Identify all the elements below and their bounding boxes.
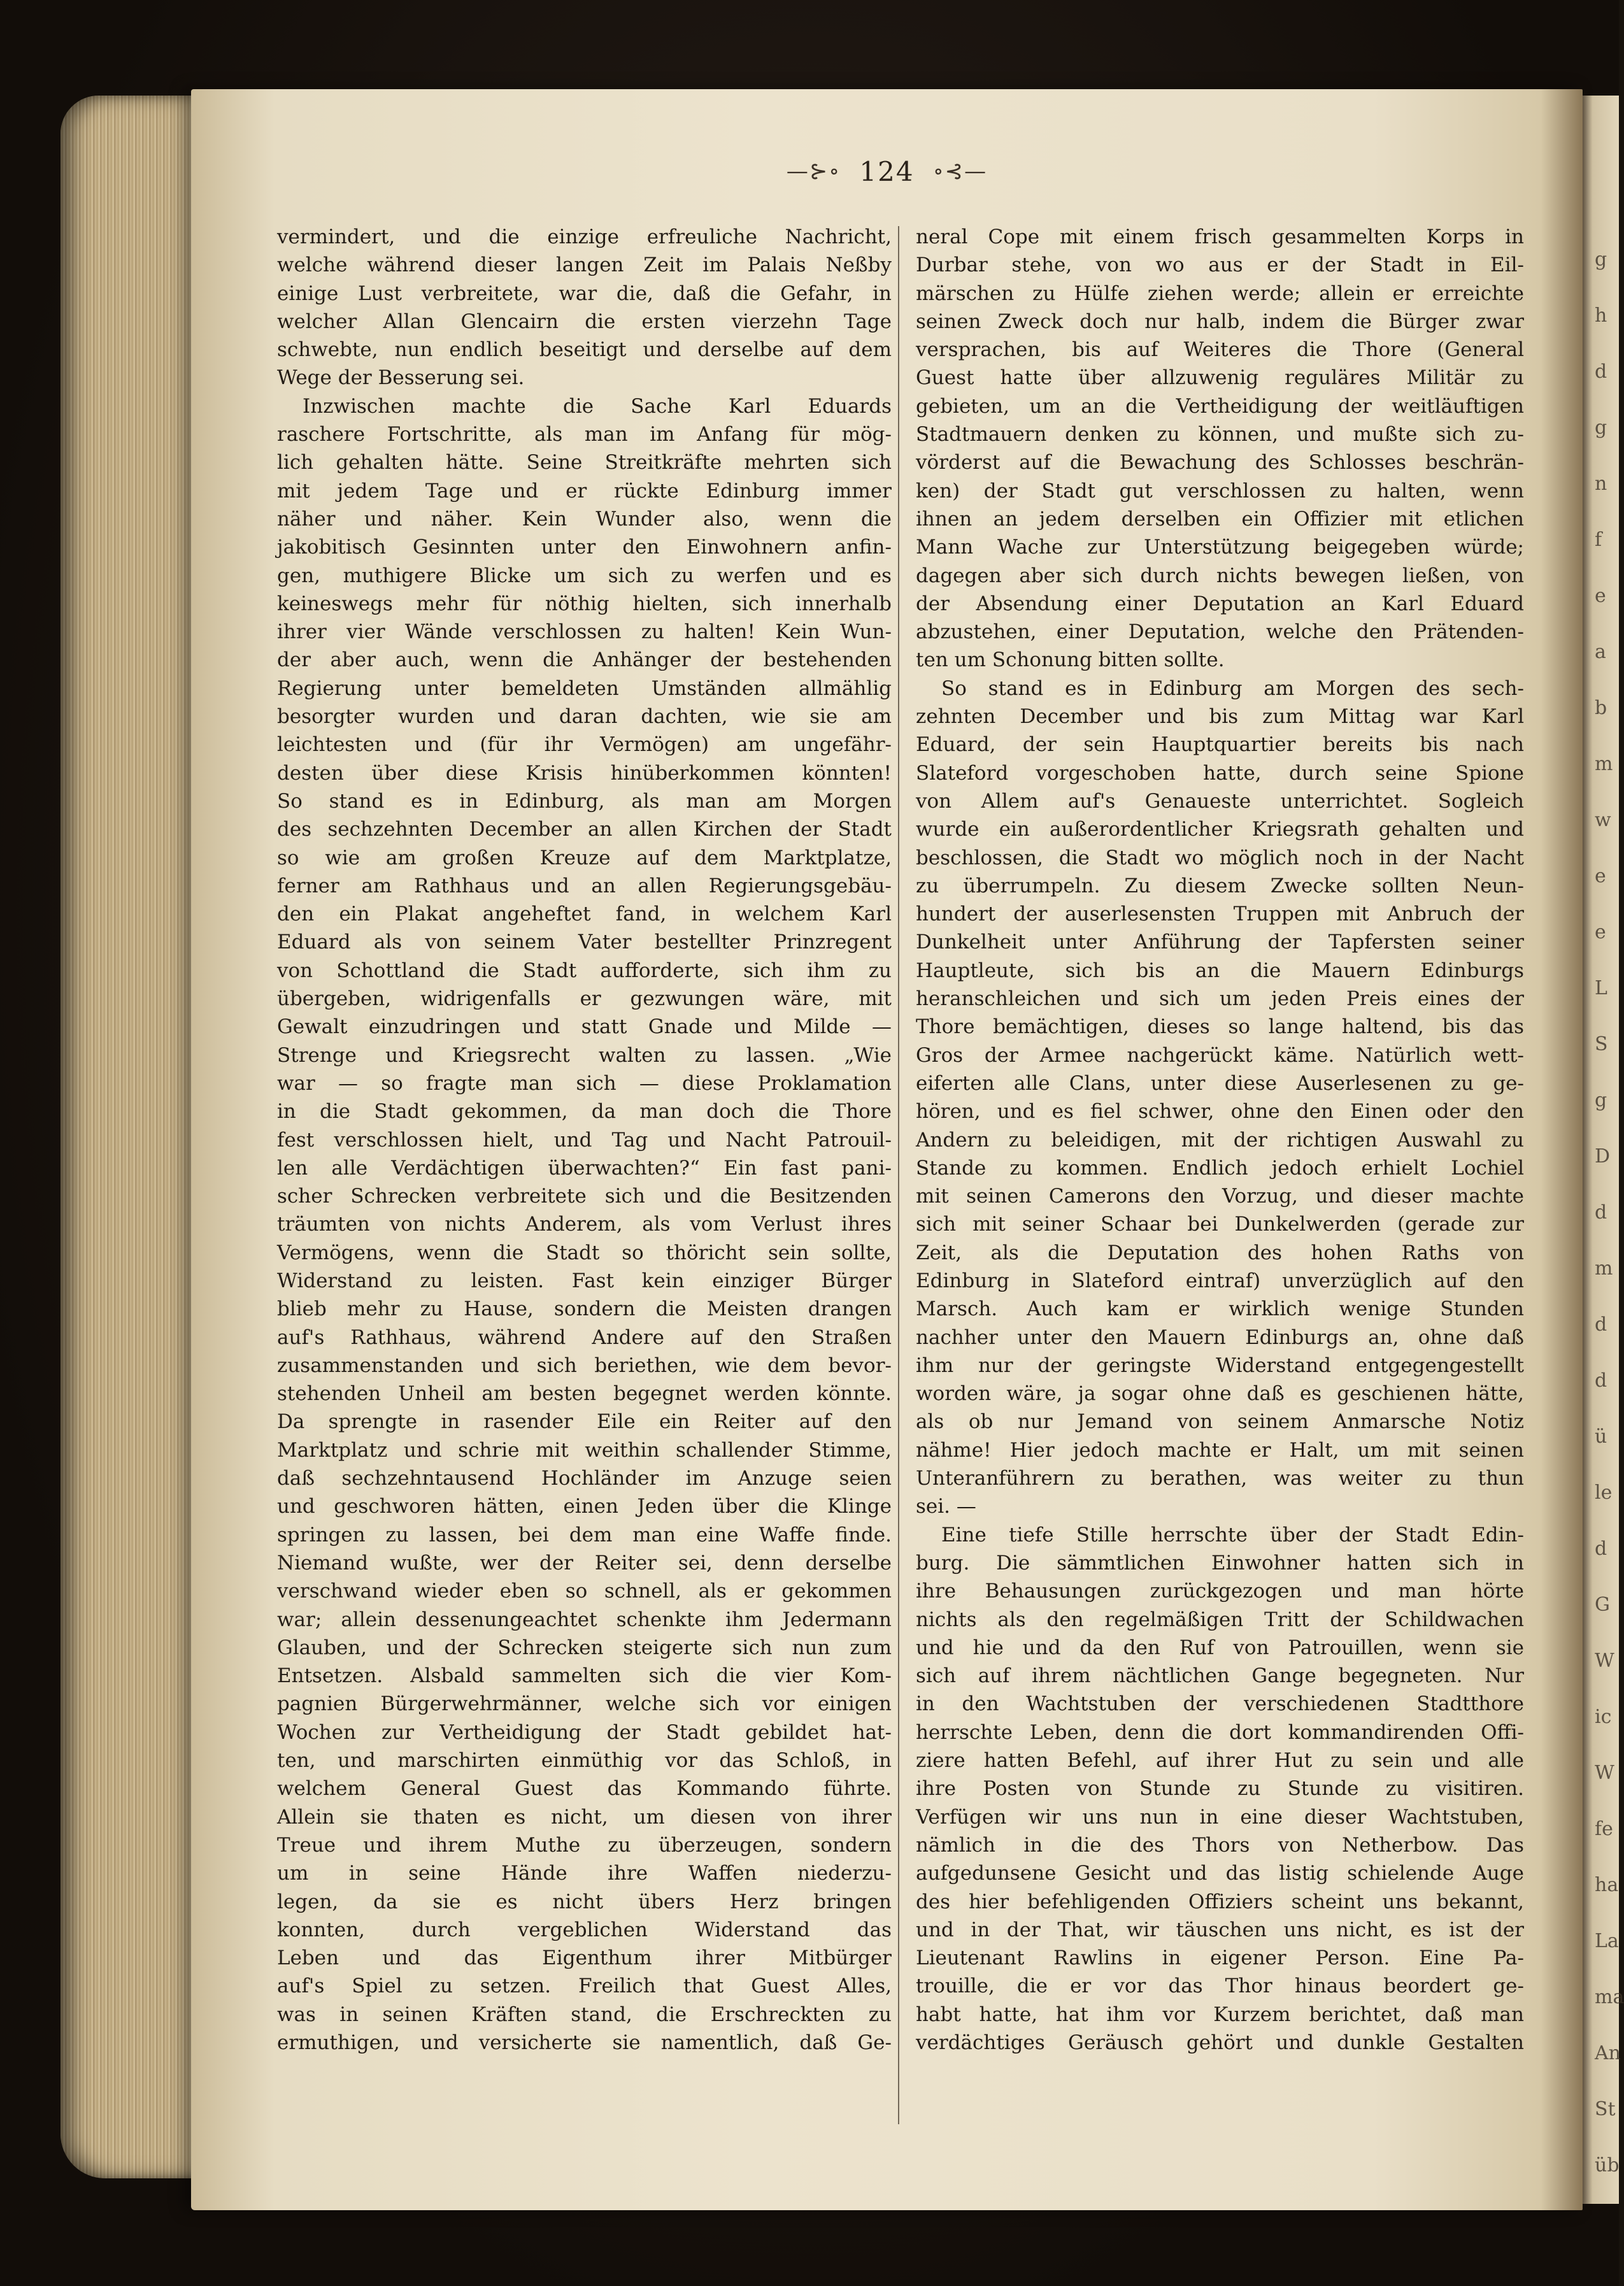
text-line: Slateford vorgeschoben hatte, durch seine Spione <box>916 761 1524 785</box>
text-line: beschlossen, die Stadt wo möglich noch in der Nacht <box>916 846 1524 869</box>
next-page-text-fragment: üb <box>1595 2154 1620 2176</box>
next-page-text-fragment: b <box>1595 697 1607 719</box>
text-line: des hier befehligenden Offiziers scheint uns bekannt, <box>916 1890 1524 1913</box>
text-line: in die Stadt gekommen, da man doch die Thore <box>277 1100 892 1124</box>
text-line: Vermögens, wenn die Stadt so thöricht sein sollte, <box>277 1241 892 1264</box>
text-line: Thore bemächtigen, dieses so lange haltend, bis das <box>916 1015 1524 1039</box>
text-line: Treue und ihrem Muthe zu überzeugen, sondern <box>277 1833 892 1857</box>
text-line: Gros der Armee nachgerückt käme. Natürlich wett- <box>916 1043 1524 1067</box>
text-line: Marsch. Auch kam er wirklich wenige Stunden <box>916 1297 1524 1321</box>
text-line: war; allein dessenungeachtet schenkte ihm Jedermann <box>277 1608 892 1631</box>
text-line: heranschleichen und sich um jeden Preis eines der <box>916 987 1524 1011</box>
text-line: ihre Behausungen zurückgezogen und man hörte <box>916 1580 1524 1603</box>
text-line: auf's Rathhaus, während Andere auf den Straßen <box>277 1325 892 1349</box>
text-line: Mann Wache zur Unterstützung beigegeben würde; <box>916 536 1524 559</box>
next-page-text-fragment: w <box>1595 809 1611 831</box>
text-line: So stand es in Edinburg am Morgen des sech- <box>941 676 1524 700</box>
text-line: Leben und das Eigenthum ihrer Mitbürger <box>277 1947 892 1970</box>
text-line: lich gehalten hätte. Seine Streitkräfte mehrten sich <box>277 451 892 475</box>
next-page-text-fragment: e <box>1595 585 1606 607</box>
text-line: Regierung unter bemeldeten Umständen allmählig <box>277 676 892 700</box>
text-line: so wie am großen Kreuze auf dem Marktplatze, <box>277 846 892 869</box>
text-line: seinen Zweck doch nur halb, indem die Bürger zwar <box>916 310 1524 333</box>
text-line: So stand es in Edinburg, als man am Morgen <box>277 789 892 813</box>
text-line: Da sprengte in rasender Eile ein Reiter auf den <box>277 1410 892 1434</box>
text-line: welcher Allan Glencairn die ersten vierzehn Tage <box>277 310 892 333</box>
text-line: und in der That, wir täuschen uns nicht, es ist der <box>916 1918 1524 1941</box>
text-line: besorgter wurden und daran dachten, wie sie am <box>277 705 892 729</box>
text-line: Strenge und Kriegsrecht walten zu lassen. „Wie <box>277 1043 892 1067</box>
text-line: hören, und es fiel schwer, ohne den Einen oder den <box>916 1100 1524 1124</box>
text-line: was in seinen Kräften stand, die Erschreckten zu <box>277 2003 892 2026</box>
text-line: leichtesten und (für ihr Vermögen) am ungefähr- <box>277 733 892 757</box>
text-line: und geschworen hätten, einen Jeden über die Klinge <box>277 1495 892 1518</box>
text-line: sich mit seiner Schaar bei Dunkelwerden (gerade zur <box>916 1213 1524 1236</box>
text-line: von Allem auf's Genaueste unterrichtet. Sogleich <box>916 789 1524 813</box>
next-page-text-fragment: d <box>1595 1201 1607 1224</box>
text-line: verschwand wieder eben so schnell, als er gekommen <box>277 1580 892 1603</box>
text-line: abzustehen, einer Deputation, welche den Prätenden- <box>916 620 1524 644</box>
column-divider <box>898 226 899 2124</box>
text-line: zehnten December und bis zum Mittag war Karl <box>916 705 1524 729</box>
text-line: des sechzehnten December an allen Kirchen der Stadt <box>277 818 892 841</box>
text-line: pagnien Bürgerwehrmänner, welche sich vor einigen <box>277 1692 892 1716</box>
text-line: vörderst auf die Bewachung des Schlosses beschrän- <box>916 451 1524 475</box>
text-line: Wege der Besserung sei. <box>277 366 525 390</box>
text-line: legen, da sie es nicht übers Herz bringen <box>277 1890 892 1913</box>
text-column-right <box>916 223 1524 2057</box>
next-page-text-fragment: h <box>1595 304 1607 327</box>
next-page-text-fragment: ü <box>1595 1425 1607 1448</box>
text-line: Lieutenant Rawlins in eigener Person. Eine Pa- <box>916 1947 1524 1970</box>
text-line: Guest hatte über allzuwenig reguläres Militär zu <box>916 366 1524 390</box>
text-line: desten über diese Krisis hinüberkommen könnten! <box>277 761 892 785</box>
text-line: Eduard, der sein Hauptquartier bereits bis nach <box>916 733 1524 757</box>
text-line: nichts als den regelmäßigen Tritt der Schildwachen <box>916 1608 1524 1631</box>
text-line: schwebte, nun endlich beseitigt und derselbe auf dem <box>277 338 892 362</box>
text-line: verdächtiges Geräusch gehört und dunkle Gestalten <box>916 2031 1524 2054</box>
text-line: einige Lust verbreitete, war die, daß die Gefahr, in <box>277 282 892 305</box>
ornament-left-icon: —⊱∘ <box>786 159 841 184</box>
text-line: als ob nur Jemand von seinem Anmarsche Notiz <box>916 1410 1524 1434</box>
text-line: Edinburg in Slateford eintraf) unverzüglich auf den <box>916 1269 1524 1292</box>
text-line: hundert der auserlesensten Truppen mit Anbruch der <box>916 903 1524 926</box>
text-line: welchem General Guest das Kommando führte. <box>277 1777 892 1801</box>
next-page-text-fragment: n <box>1595 473 1607 495</box>
text-line: und hie und da den Ruf von Patrouillen, wenn sie <box>916 1636 1524 1659</box>
text-line: näher und näher. Kein Wunder also, wenn die <box>277 507 892 531</box>
text-line: Widerstand zu leisten. Fast kein einziger Bürger <box>277 1269 892 1292</box>
text-line: sei. — <box>916 1495 976 1518</box>
text-line: worden wäre, ja sogar ohne daß es geschienen hätte, <box>916 1382 1524 1406</box>
text-line: trouille, die er vor das Thor hinaus beordert ge- <box>916 1975 1524 1998</box>
next-page-text-fragment: ha <box>1595 1874 1619 1896</box>
text-line: in den Wachtstuben der verschiedenen Stadtthore <box>916 1692 1524 1716</box>
next-page-text-fragment: m <box>1595 1257 1613 1280</box>
text-line: ihm nur der geringste Widerstand entgegengestellt <box>916 1354 1524 1377</box>
text-line: war — so fragte man sich — diese Proklamation <box>277 1071 892 1095</box>
next-page-text-fragment: d <box>1595 1313 1607 1336</box>
next-page-text-fragment: L <box>1595 977 1607 999</box>
text-line: Gewalt einzudringen und statt Gnade und Milde — <box>277 1015 892 1039</box>
text-line: scher Schrecken verbreitete sich und die Besitzenden <box>277 1185 892 1208</box>
text-line: träumten von nichts Anderem, als vom Verlust ihres <box>277 1213 892 1236</box>
next-page-edge <box>1578 96 1624 2204</box>
next-page-text-fragment: W <box>1595 1650 1614 1672</box>
next-page-text-fragment: ma <box>1595 1986 1624 2008</box>
text-line: konnten, durch vergeblichen Widerstand das <box>277 1918 892 1941</box>
book-page-edges <box>61 96 207 2178</box>
text-line: ken) der Stadt gut verschlossen zu halten, wenn <box>916 479 1524 503</box>
text-line: gebieten, um an die Vertheidigung der weitläuftigen <box>916 394 1524 418</box>
text-line: Unteranführern zu berathen, was weiter zu thun <box>916 1467 1524 1490</box>
text-line: jakobitisch Gesinnten unter den Einwohnern anfin- <box>277 536 892 559</box>
text-line: Allein sie thaten es nicht, um diesen von ihrer <box>277 1805 892 1829</box>
next-page-text-fragment: g <box>1595 1089 1607 1111</box>
text-line: nämlich in die des Thors von Netherbow. Das <box>916 1833 1524 1857</box>
text-line: wurde ein außerordentlicher Kriegsrath gehalten und <box>916 818 1524 841</box>
text-line: Stadtmauern denken zu können, und mußte sich zu- <box>916 423 1524 446</box>
text-line: Niemand wußte, wer der Reiter sei, denn derselbe <box>277 1551 892 1575</box>
text-line: zu überrumpeln. Zu diesem Zwecke sollten Neun- <box>916 874 1524 897</box>
next-page-text-fragment: d <box>1595 1369 1607 1392</box>
next-page-text-fragment: g <box>1595 417 1607 439</box>
text-line: sich auf ihrem nächtlichen Gange begegneten. Nur <box>916 1664 1524 1688</box>
next-page-text-fragment: G <box>1595 1594 1610 1616</box>
text-line: ermuthigen, und versicherte sie namentlich, daß Ge- <box>277 2031 892 2054</box>
text-line: Glauben, und der Schrecken steigerte sich nun zum <box>277 1636 892 1659</box>
text-line: Dunkelheit unter Anführung der Tapfersten seiner <box>916 931 1524 954</box>
book-page <box>191 89 1583 2210</box>
text-line: ten, und marschirten einmüthig vor das Schloß, in <box>277 1749 892 1773</box>
text-line: ihre Posten von Stunde zu Stunde zu visitiren. <box>916 1777 1524 1801</box>
text-line: Entsetzen. Alsbald sammelten sich die vier Kom- <box>277 1664 892 1688</box>
next-page-text-fragment: m <box>1595 753 1613 775</box>
next-page-text-fragment: St <box>1595 2098 1616 2120</box>
ornament-right-icon: ∘⊰— <box>932 159 988 184</box>
text-line: ten um Schonung bitten sollte. <box>916 648 1225 672</box>
text-line: übergeben, widrigenfalls er gezwungen wäre, mit <box>277 987 892 1011</box>
next-page-text-fragment: S <box>1595 1033 1608 1055</box>
text-line: burg. Die sämmtlichen Einwohner hatten sich in <box>916 1551 1524 1575</box>
next-page-text-fragment: e <box>1595 921 1606 943</box>
text-line: den ein Plakat angeheftet fand, in welchem Karl <box>277 903 892 926</box>
text-line: Andern zu beleidigen, mit der richtigen Auswahl zu <box>916 1128 1524 1152</box>
text-line: auf's Spiel zu setzen. Freilich that Guest Alles, <box>277 1975 892 1998</box>
text-line: dagegen aber sich durch nichts bewegen ließen, von <box>916 564 1524 587</box>
page-number-header <box>191 156 1583 187</box>
text-line: raschere Fortschritte, als man im Anfang für mög- <box>277 423 892 446</box>
text-line: welche während dieser langen Zeit im Palais Neßby <box>277 254 892 277</box>
text-line: eiferten alle Clans, unter diese Auserlesenen zu ge- <box>916 1071 1524 1095</box>
text-line: Eine tiefe Stille herrschte über der Stadt Edin- <box>941 1523 1524 1547</box>
text-line: mit seinen Camerons den Vorzug, und dieser machte <box>916 1185 1524 1208</box>
text-line: der aber auch, wenn die Anhänger der bestehenden <box>277 648 892 672</box>
text-line: zusammenstanden und sich beriethen, wie dem bevor- <box>277 1354 892 1377</box>
text-line: len alle Verdächtigen überwachten?“ Ein fast pani- <box>277 1156 892 1180</box>
text-line: ihnen an jedem derselben ein Offizier mit etlichen <box>916 507 1524 531</box>
next-page-text-fragment: d <box>1595 1538 1607 1560</box>
next-page-text-fragment: An <box>1595 2042 1621 2064</box>
text-line: Verfügen wir uns nun in eine dieser Wachtstuben, <box>916 1805 1524 1829</box>
page-number: 124 <box>859 156 915 187</box>
text-line: märschen zu Hülfe ziehen werde; allein er erreichte <box>916 282 1524 305</box>
text-line: mit jedem Tage und er rückte Edinburg immer <box>277 479 892 503</box>
text-column-left <box>277 223 892 2057</box>
text-line: Wochen zur Vertheidigung der Stadt gebildet hat- <box>277 1720 892 1744</box>
text-line: Marktplatz und schrie mit weithin schallender Stimme, <box>277 1438 892 1462</box>
text-line: fest verschlossen hielt, und Tag und Nacht Patrouil- <box>277 1128 892 1152</box>
text-line: Stande zu kommen. Endlich jedoch erhielt Lochiel <box>916 1156 1524 1180</box>
next-page-text-fragment: d <box>1595 361 1607 383</box>
next-page-text-fragment: W <box>1595 1762 1614 1784</box>
next-page-text-fragment: e <box>1595 865 1606 887</box>
next-page-text-fragment: fe <box>1595 1818 1613 1840</box>
text-line: der Absendung einer Deputation an Karl Eduard <box>916 592 1524 615</box>
text-line: vermindert, und die einzige erfreuliche Nachricht, <box>277 225 892 248</box>
text-line: versprachen, bis auf Weiteres die Thore (General <box>916 338 1524 362</box>
text-line: keineswegs mehr für nöthig hielten, sich innerhalb <box>277 592 892 615</box>
text-line: aufgedunsene Gesicht und das listig schielende Auge <box>916 1862 1524 1885</box>
text-line: nähme! Hier jedoch machte er Halt, um mit seinen <box>916 1438 1524 1462</box>
text-line: Hauptleute, sich bis an die Mauern Edinburgs <box>916 959 1524 982</box>
text-line: ihrer vier Wände verschlossen zu halten! Kein Wun- <box>277 620 892 644</box>
text-line: springen zu lassen, bei dem man eine Waffe finde. <box>277 1523 892 1547</box>
next-page-text-fragment: a <box>1595 641 1606 663</box>
next-page-text-fragment: g <box>1595 248 1607 271</box>
text-line: Zeit, als die Deputation des hohen Raths von <box>916 1241 1524 1264</box>
text-line: Eduard als von seinem Vater bestellter Prinzregent <box>277 931 892 954</box>
next-page-text-fragment: La <box>1595 1930 1619 1952</box>
next-page-text-fragment: f <box>1595 529 1602 551</box>
text-line: Durbar stehe, von wo aus er der Stadt in Eil- <box>916 254 1524 277</box>
text-line: Inzwischen machte die Sache Karl Eduards <box>303 394 892 418</box>
next-page-text-fragment: le <box>1595 1482 1613 1504</box>
text-line: blieb mehr zu Hause, sondern die Meisten drangen <box>277 1297 892 1321</box>
text-line: um in seine Hände ihre Waffen niederzu- <box>277 1862 892 1885</box>
next-page-text-fragment: D <box>1595 1145 1611 1168</box>
text-line: daß sechzehntausend Hochländer im Anzuge seien <box>277 1467 892 1490</box>
text-line: gen, muthigere Blicke um sich zu werfen und es <box>277 564 892 587</box>
text-line: herrschte Leben, denn die dort kommandirenden Offi- <box>916 1720 1524 1744</box>
text-line: ziere hatten Befehl, auf ihrer Hut zu sein und alle <box>916 1749 1524 1773</box>
text-line: nachher unter den Mauern Edinburgs an, ohne daß <box>916 1325 1524 1349</box>
text-line: ferner am Rathhaus und an allen Regierungsgebäu- <box>277 874 892 897</box>
next-page-text-fragment: ic <box>1595 1706 1612 1728</box>
text-line: neral Cope mit einem frisch gesammelten Korps in <box>916 225 1524 248</box>
text-line: stehenden Unheil am besten begegnet werden könnte. <box>277 1382 892 1406</box>
text-line: habt hatte, hat ihm vor Kurzem berichtet, daß man <box>916 2003 1524 2026</box>
text-line: von Schottland die Stadt aufforderte, sich ihm zu <box>277 959 892 982</box>
